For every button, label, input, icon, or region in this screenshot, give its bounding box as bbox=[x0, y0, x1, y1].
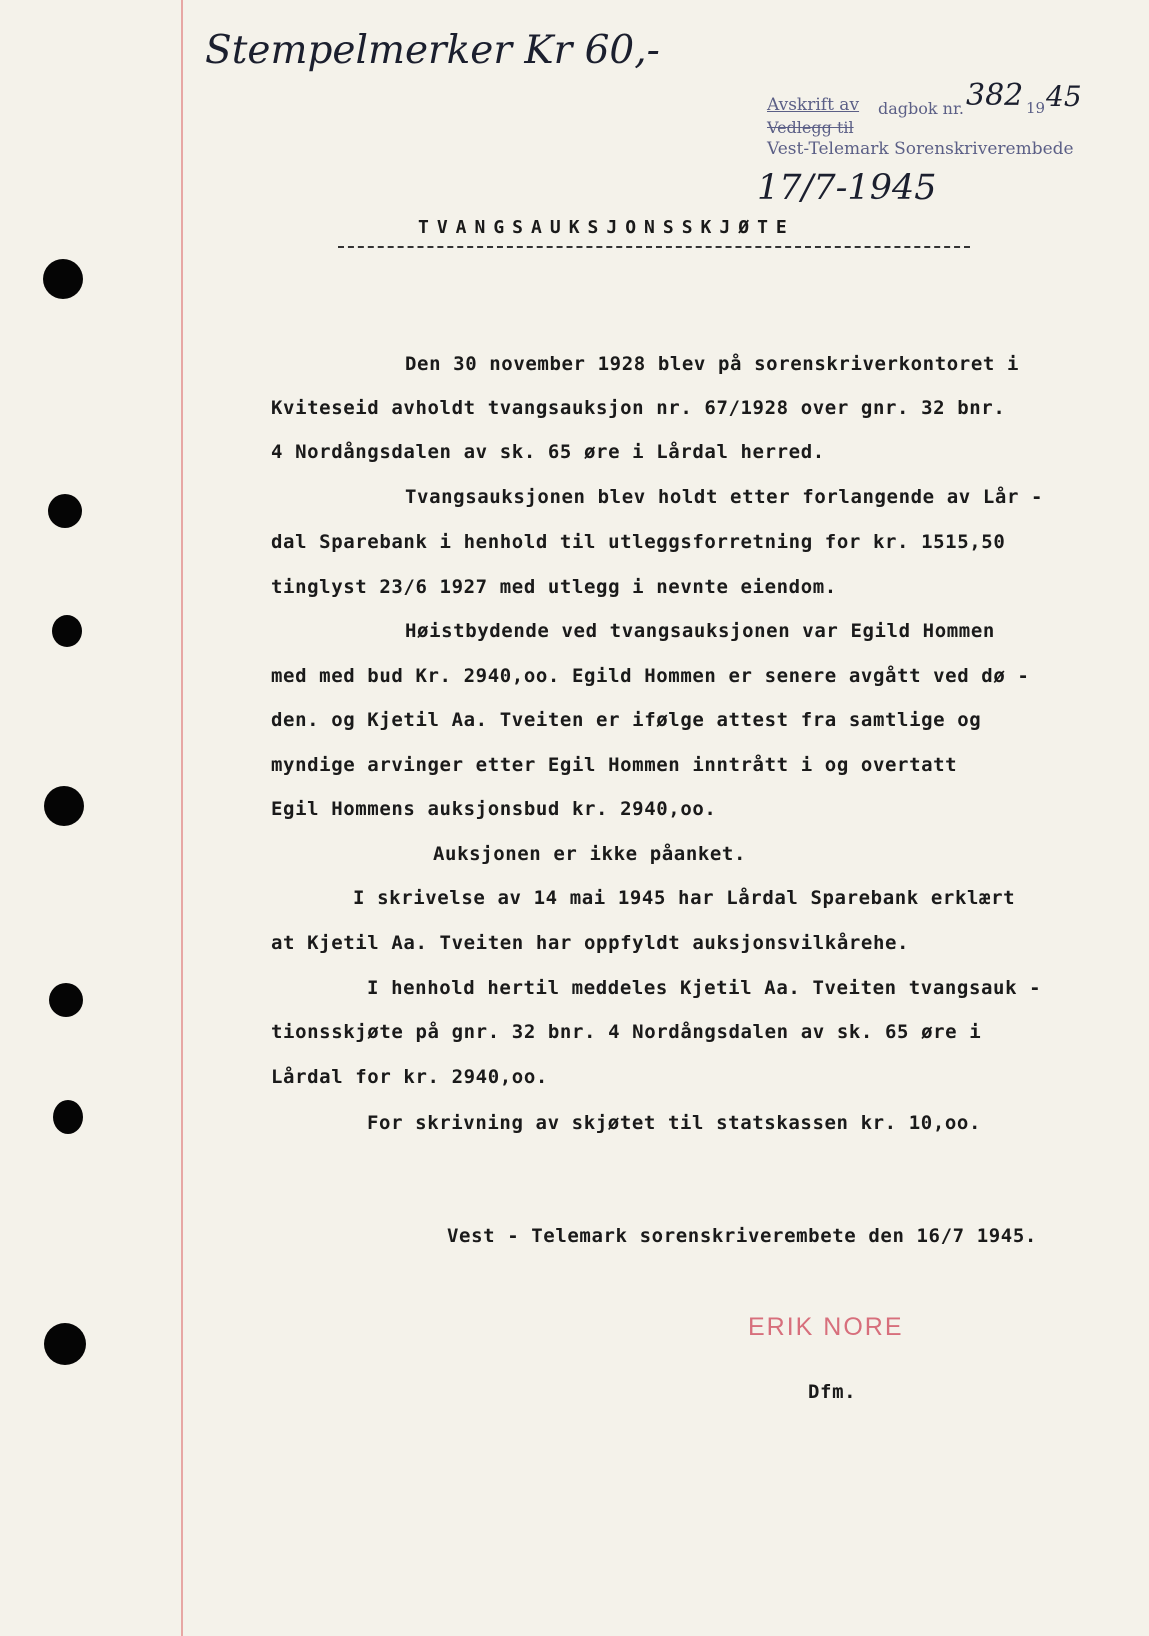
body-line: Tvangsauksjonen blev holdt etter forlangende av Lår - bbox=[405, 486, 1044, 508]
body-line: Lårdal for kr. 2940,oo. bbox=[271, 1066, 548, 1088]
diary-year: 45 bbox=[1046, 80, 1082, 113]
stamp-office: Vest-Telemark Sorenskriverembede bbox=[767, 139, 1074, 159]
body-line: at Kjetil Aa. Tveiten har oppfyldt auksjonsvilkårehe. bbox=[271, 932, 910, 954]
body-line: Kviteseid avholdt tvangsauksjon nr. 67/1928 over gnr. 32 bnr. bbox=[271, 397, 1006, 419]
body-line: I henhold hertil meddeles Kjetil Aa. Tveiten tvangsauk - bbox=[367, 977, 1042, 999]
stamp-year-prefix: 19 bbox=[1026, 99, 1046, 117]
body-line: Den 30 november 1928 blev på sorenskriverkontoret i bbox=[405, 353, 1019, 375]
place-date: Vest - Telemark sorenskriverembete den 16/7 1945. bbox=[447, 1225, 1037, 1247]
stamp-fee-note: Stempelmerker Kr 60,- bbox=[205, 28, 660, 73]
body-line: myndige arvinger etter Egil Hommen inntrått i og overtatt bbox=[271, 754, 958, 776]
body-line: For skrivning av skjøtet til statskassen kr. 10,oo. bbox=[367, 1112, 981, 1134]
signature-stamp: ERIK NORE bbox=[748, 1313, 904, 1341]
body-line: dal Sparebank i henhold til utleggsforretning for kr. 1515,50 bbox=[271, 531, 1006, 553]
title-underline bbox=[338, 246, 970, 248]
stamp-dagbok-label: dagbok nr. bbox=[878, 99, 964, 118]
body-line: Auksjonen er ikke påanket. bbox=[433, 843, 747, 865]
punch-hole bbox=[52, 615, 82, 647]
punch-hole bbox=[49, 983, 83, 1017]
body-line: 4 Nordångsdalen av sk. 65 øre i Lårdal herred. bbox=[271, 441, 825, 463]
handwritten-date: 17/7-1945 bbox=[757, 168, 937, 208]
body-line: den. og Kjetil Aa. Tveiten er ifølge attest fra samtlige og bbox=[271, 709, 982, 731]
signature-title: Dfm. bbox=[808, 1381, 857, 1403]
margin-line bbox=[181, 0, 183, 1636]
stamp-avskrift: Avskrift av bbox=[767, 95, 860, 115]
punch-hole bbox=[44, 1323, 86, 1365]
diary-number: 382 bbox=[966, 78, 1024, 113]
punch-hole bbox=[48, 494, 82, 528]
document-title: TVANGSAUKSJONSSKJØTE bbox=[418, 217, 795, 238]
body-line: tinglyst 23/6 1927 med utlegg i nevnte eiendom. bbox=[271, 576, 837, 598]
punch-hole bbox=[53, 1100, 83, 1134]
body-line: Egil Hommens auksjonsbud kr. 2940,oo. bbox=[271, 798, 717, 820]
stamp-vedlegg-struck: Vedlegg til bbox=[767, 118, 854, 137]
punch-hole bbox=[43, 259, 83, 299]
body-line: Høistbydende ved tvangsauksjonen var Egild Hommen bbox=[405, 620, 995, 642]
body-line: tionsskjøte på gnr. 32 bnr. 4 Nordångsdalen av sk. 65 øre i bbox=[271, 1021, 982, 1043]
body-line: med med bud Kr. 2940,oo. Egild Hommen er senere avgått ved dø - bbox=[271, 665, 1030, 687]
punch-hole bbox=[44, 786, 84, 826]
body-line: I skrivelse av 14 mai 1945 har Lårdal Sparebank erklært bbox=[353, 887, 1016, 909]
